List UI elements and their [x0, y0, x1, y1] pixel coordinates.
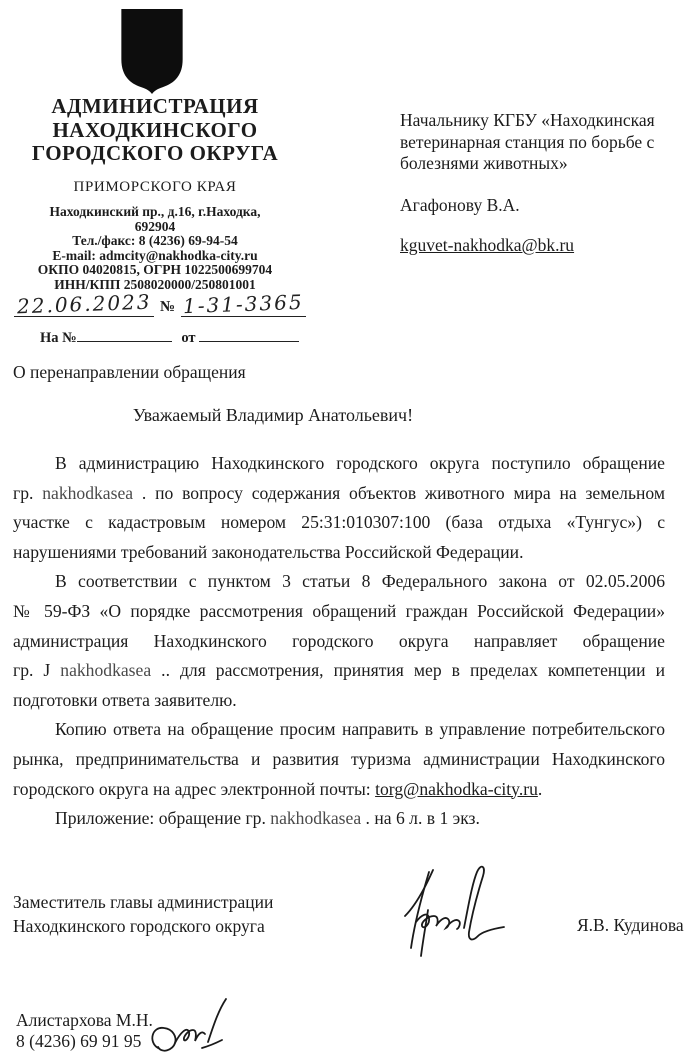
- body-text: гр. J: [13, 660, 61, 681]
- recipient-block: [400, 110, 680, 257]
- doc-number-handwritten: 1-31-3365: [182, 289, 305, 319]
- postal-address-line2: 692904: [134, 218, 176, 234]
- applicant-name-redacted: nakhodkasea: [42, 482, 134, 503]
- org-name-line2: НАХОДКИНСКОГО: [52, 117, 258, 142]
- org-name-line3: ГОРОДСКОГО ОКРУГА: [31, 141, 279, 165]
- body-line: рынка, предпринимательства и развития туризма администрации Находкинского: [13, 748, 665, 769]
- body-line: № 59-ФЗ «О порядке рассмотрения обращений граждан Российской Федерации»: [13, 600, 665, 621]
- number-sign: №: [160, 299, 176, 315]
- body-text: .. для рассмотрения, принятия мер в пределах компетенции и: [151, 660, 665, 681]
- doc-number-row: [14, 289, 314, 319]
- signer-title-line2: Находкинского городского округа: [13, 915, 265, 936]
- doc-number-field: [181, 289, 306, 319]
- recipient-person: Агафонову В.А.: [400, 194, 520, 215]
- body-line: В соответствии с пунктом 3 статьи 8 Федерального закона от 02.05.2006: [55, 571, 665, 592]
- postal-address-line1: Находкинский пр., д.16, г.Находка,: [49, 204, 261, 219]
- body-text: . по вопросу содержания объектов животного мира на земельном: [133, 482, 665, 503]
- body-text: Приложение: обращение гр.: [55, 808, 271, 829]
- reference-number-row: [40, 327, 310, 347]
- ref-ot-blank: [199, 327, 299, 342]
- okpo-ogrn-line: ОКПО 04020815, ОГРН 1022500699704: [37, 262, 273, 278]
- coat-of-arms-icon: [119, 8, 185, 95]
- executor-block: [16, 1010, 153, 1052]
- signature-icon: [398, 858, 510, 960]
- region-name: ПРИМОРСКОГО КРАЯ: [73, 179, 237, 195]
- body-text: .: [537, 778, 543, 799]
- recipient-line3: болезнями животных»: [400, 153, 568, 173]
- applicant-name-redacted: nakhodkasea: [60, 660, 152, 681]
- doc-date-field: [14, 289, 154, 319]
- body-line: Копию ответа на обращение просим направить в управление потребительского: [55, 719, 665, 740]
- applicant-name-redacted: nakhodkasea: [270, 808, 362, 829]
- recipient-email: kguvet-nakhodka@bk.ru: [400, 235, 575, 255]
- ref-na-blank: [77, 327, 172, 342]
- body-line: [13, 775, 665, 805]
- body-line: [13, 479, 665, 509]
- body-text: городского округа на адрес электронной почты:: [13, 778, 376, 799]
- executor-name: Алистархова М.Н.: [16, 1010, 153, 1030]
- org-name: [0, 95, 310, 166]
- inn-kpp-line: ИНН/КПП 2508020000/250801001: [54, 276, 256, 292]
- org-name-line1: АДМИНИСТРАЦИЯ: [51, 94, 259, 118]
- subject-line: О перенаправлении обращения: [13, 362, 246, 382]
- signer-title-line1: Заместитель главы администрации: [13, 892, 274, 912]
- signer-name: Я.В. Кудинова: [577, 915, 684, 935]
- body-line: [13, 656, 665, 686]
- body-text: . на 6 л. в 1 экз.: [361, 808, 480, 829]
- recipient-line1: Начальнику КГБУ «Находкинская: [400, 110, 655, 130]
- executor-phone: 8 (4236) 69 91 95: [16, 1031, 142, 1051]
- signer-title: [13, 891, 273, 938]
- body-line: подготовки ответа заявителю.: [13, 689, 237, 710]
- body-line: участке с кадастровым номером 25:31:010307:100 (база отдыха «Тунгус») с: [13, 512, 665, 533]
- executor-initials-icon: [146, 996, 236, 1060]
- email-line: E-mail: admcity@nakhodka-city.ru: [52, 247, 258, 263]
- ref-na-label: На №: [40, 330, 77, 346]
- ref-ot-label: от: [181, 330, 196, 346]
- attachment-line: [13, 804, 665, 834]
- doc-date-handwritten: 22.06.2023: [16, 289, 152, 319]
- body-text: гр.: [13, 482, 43, 503]
- salutation: Уважаемый Владимир Анатольевич!: [132, 405, 414, 425]
- body-line: администрация Находкинского городского округа направляет обращение: [13, 630, 665, 651]
- phone-line: Тел./факс: 8 (4236) 69-94-54: [72, 233, 238, 249]
- recipient-line2: ветеринарная станция по борьбе с: [400, 131, 655, 152]
- body-line: нарушениями требований законодательства Российской Федерации.: [13, 541, 524, 562]
- reply-email-link: torg@nakhodka-city.ru: [375, 778, 538, 799]
- body-line: В администрацию Находкинского городского округа поступило обращение: [55, 453, 665, 473]
- letter-body: [13, 449, 665, 834]
- letterhead-contacts: [0, 205, 310, 293]
